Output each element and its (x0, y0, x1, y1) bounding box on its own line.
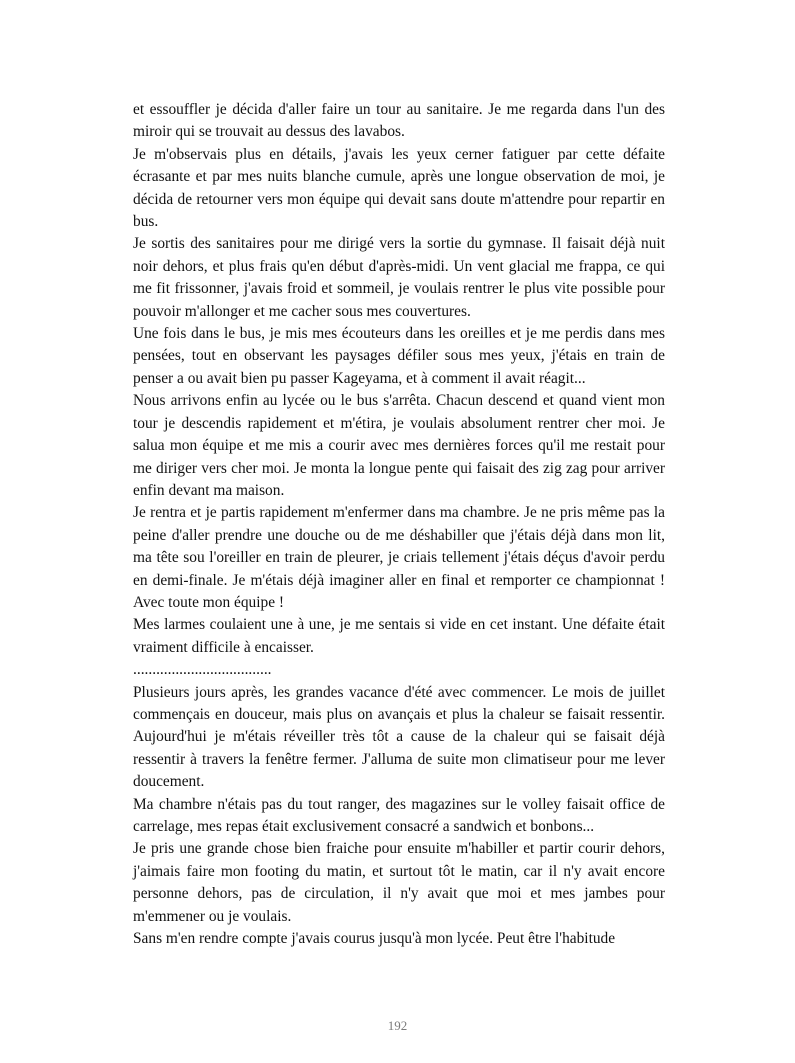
scene-separator: .................................... (133, 661, 272, 679)
paragraph: Je sortis des sanitaires pour me dirigé vers la sortie du gymnase. Il faisait déjà nuit noir dehors, et plus frais qu'en début d'après-midi. Un vent glacial me frappa, ce qui me fit frissonner, j'avais froid et sommeil, je voulais rentrer le plus vite possible pour pouvoir m'allonger et me cacher sous mes couvertures. (133, 235, 665, 320)
paragraph: Je rentra et je partis rapidement m'enfermer dans ma chambre. Je ne pris même pas la peine d'aller prendre une douche ou de me déshabiller que j'étais déjà dans mon lit, ma tête sou l'oreiller en train de pleurer, je criais tellement j'étais déçus d'avoir perdu en demi-finale. Je m'étais déjà imaginer aller en final et remporter ce championnat ! Avec toute mon équipe ! (133, 504, 665, 611)
paragraph: Sans m'en rendre compte j'avais courus jusqu'à mon lycée. Peut être l'habitude (133, 930, 616, 948)
page-number: 192 (387, 1018, 408, 1033)
paragraph: Nous arrivons enfin au lycée ou le bus s'arrêta. Chacun descend et quand vient mon tour je descendis rapidement et m'étira, je voulais absolument rentrer cher moi. Je salua mon équipe et me mis a courir avec mes dernières forces qu'il me restait pour me diriger vers cher moi. Je monta la longue pente qui faisait des zig zag pour arriver enfin devant ma maison. (133, 392, 665, 499)
paragraph: Mes larmes coulaient une à une, je me sentais si vide en cet instant. Une défaite était vraiment difficile à encaisser. (133, 616, 665, 656)
paragraph: et essouffler je décida d'aller faire un tour au sanitaire. Je me regarda dans l'un des miroir qui se trouvait au dessus des lavabos. (133, 101, 665, 141)
body-text (133, 99, 665, 950)
paragraph: Je pris une grande chose bien fraiche pour ensuite m'habiller et partir courir dehors, j'aimais faire mon footing du matin, et surtout tôt le matin, car il n'y avait encore personne dehors, pas de circulation, il n'y avait que moi et mes jambes pour m'emmener ou je voulais. (133, 840, 665, 925)
paragraph: Une fois dans le bus, je mis mes écouteurs dans les oreilles et je me perdis dans mes pensées, tout en observant les paysages défiler sous mes yeux, j'étais en train de penser a ou avait bien pu passer Kageyama, et à comment il avait réagit... (133, 325, 665, 387)
paragraph: Ma chambre n'étais pas du tout ranger, des magazines sur le volley faisait office de carrelage, mes repas était exclusivement consacré a sandwich et bonbons... (133, 795, 665, 835)
paragraph: Je m'observais plus en détails, j'avais les yeux cerner fatiguer par cette défaite écrasante et par mes nuits blanche cumule, après une longue observation de moi, je décida de retourner vers mon équipe qui devait sans doute m'attendre pour repartir en bus. (133, 145, 665, 231)
paragraph: Plusieurs jours après, les grandes vacance d'été avec commencer. Le mois de juillet commençais en douceur, mais plus on avançais et plus la chaleur se faisait ressentir. Aujourd'hui je m'étais réveiller très tôt a cause de la chaleur qui se faisait déjà ressentir à travers la fenêtre fermer. J'alluma de suite mon climatiseur pour me lever doucement. (133, 683, 665, 791)
